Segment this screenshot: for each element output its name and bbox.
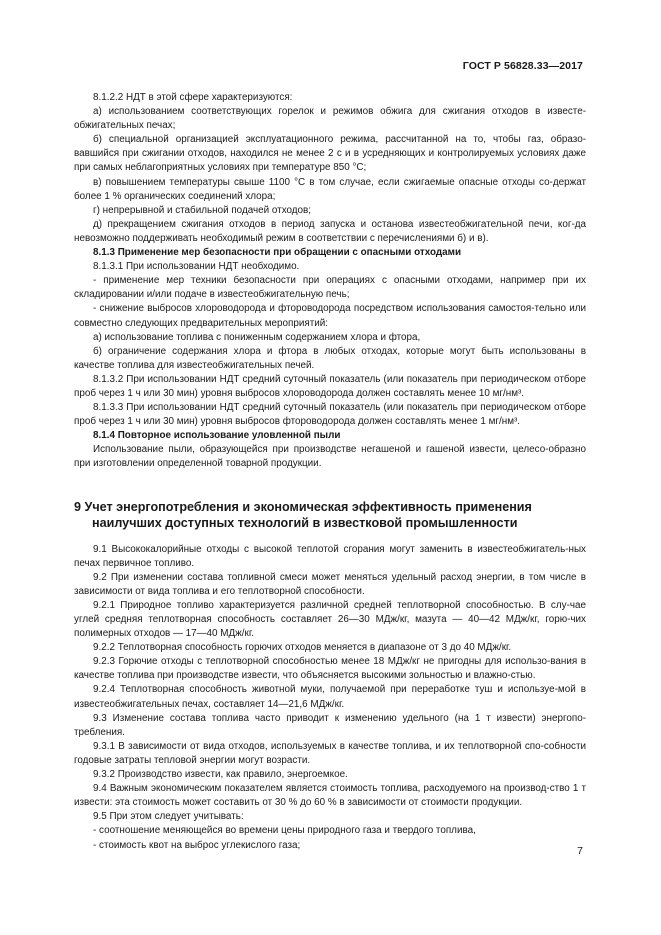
paragraph: б) специальной организацией эксплуатационного режима, рассчитанной на то, чтобы газ, образо-вавшийся при сжигании отходов, находился не менее 2 с и в усредняющих и контролируемых условиях даже при самых неблагоприятных условиях при температуре 850 °С; <box>74 134 586 174</box>
paragraph: - применение мер техники безопасности при операциях с опасными отходами, например при их складировании и/или подаче в известеобжигательную печь; <box>74 275 586 301</box>
paragraph: 9.3 Изменение состава топлива часто приводит к изменению удельного (на 1 т извести) энергопо-требления. <box>74 712 586 738</box>
section-8-text <box>74 91 586 472</box>
paragraph: 9.4 Важным экономическим показателем является стоимость топлива, расходуемого на производ-ство 1 т извести: эта стоимость может составить от 30 % до 60 % в зависимости от стоимости продукции. <box>74 783 586 809</box>
section-9-text <box>74 543 586 853</box>
paragraph: 8.1.2.2 НДТ в этой сфере характеризуются: <box>93 92 293 103</box>
paragraph: 9.3.2 Производство извести, как правило, энергоемкое. <box>93 769 348 781</box>
paragraph: 8.1.4 Повторное использование уловленной пыли <box>93 430 341 442</box>
paragraph: д) прекращением сжигания отходов в период запуска и останова известеобжигательной печи, ког-да невозможно поддерживать необходимый режим в соответствии с перечислениями б) и в). <box>74 218 586 244</box>
paragraph: 9.2.3 Горючие отходы с теплотворной способностью менее 18 МДж/кг не пригодны для использо-вания в качестве топлива при производстве извести, что объясняется высокими зольностью и влажно-стью. <box>74 656 586 682</box>
section-title-line: 9 Учет энергопотребления и экономическая эффективность применения <box>74 499 532 514</box>
paragraph: 9.2.1 Природное топливо характеризуется различной средней теплотворной способностью. В слу-чае углей средняя теплотворная способность составляет 26—30 МДж/кг, мазута — 40—42 МДж/кг, горю-чих полимерных отходов — 17—40 МДж/кг. <box>74 599 586 640</box>
paragraph: б) ограничение содержания хлора и фтора в любых отходах, которые могут быть использованы в качестве топлива для известеобжигательных печей. <box>74 345 586 371</box>
paragraph: а) использование топлива с пониженным содержанием хлора и фтора, <box>93 331 421 343</box>
paragraph: 8.1.3.1 При использовании НДТ необходимо. <box>93 261 300 273</box>
paragraph: 8.1.3.2 При использовании НДТ средний суточный показатель (или показатель при периодическом отборе проб через 1 ч или 30 мин) уровня выбросов хлороводорода должен составлять менее 10 мг/нм³. <box>74 373 586 399</box>
page-content <box>74 91 586 853</box>
paragraph: 9.3.1 В зависимости от вида отходов, используемых в качестве топлива, и их теплотворной спо-собности годовые затраты тепловой энергии могут возрасти. <box>74 740 586 766</box>
paragraph: 9.2.4 Теплотворная способность животной муки, получаемой при переработке туш и используе-мой в известеобжигательных печах, составляет 14—21,6 МДж/кг. <box>74 684 586 710</box>
paragraph: а) использованием соответствующих горелок и режимов обжига для сжигания отходов в известе-обжигательных печах; <box>74 106 586 132</box>
paragraph: 8.1.3.3 При использовании НДТ средний суточный показатель (или показатель при периодическом отборе проб через 1 ч или 30 мин) уровня выбросов фтороводорода должен составлять менее 1 мг/нм³. <box>74 402 586 428</box>
document-code: ГОСТ Р 56828.33—2017 <box>462 60 583 72</box>
paragraph: - соотношение меняющейся во времени цены природного газа и твердого топлива, <box>93 825 476 837</box>
paragraph: 9.2 При изменении состава топливной смеси может меняться удельный расход энергии, в том числе в зависимости от вида топлива и его теплотворной способности. <box>74 571 586 597</box>
paragraph: Использование пыли, образующейся при производстве негашеной и гашеной извести, целесо-образно при изготовлении определенной товарной продукции. <box>74 444 586 470</box>
page-number: 7 <box>577 845 583 857</box>
paragraph: - стоимость квот на выброс углекислого газа; <box>93 839 301 851</box>
section-9-title <box>74 499 586 531</box>
paragraph: в) повышением температуры свыше 1100 °С в том случае, если сжигаемые опасные отходы со-держат более 1 % органических соединений хлора; <box>74 176 586 202</box>
paragraph: 9.2.2 Теплотворная способность горючих отходов меняется в диапазоне от 3 до 40 МДж/кг. <box>93 642 512 654</box>
section-title-line: наилучших доступных технологий в известковой промышленности <box>92 515 518 530</box>
paragraph: 9.1 Высококалорийные отходы с высокой теплотой сгорания могут заменить в известеобжигатель-ных печах первичное топливо. <box>74 543 586 569</box>
paragraph: г) непрерывной и стабильной подачей отходов; <box>93 204 312 216</box>
paragraph: - снижение выбросов хлороводорода и фтороводорода посредством использования самостоя-тельно или совместно следующих предварительных мероприятий: <box>74 303 586 329</box>
paragraph: 8.1.3 Применение мер безопасности при обращении с опасными отходами <box>93 247 462 259</box>
paragraph: 9.5 При этом следует учитывать: <box>93 811 244 823</box>
